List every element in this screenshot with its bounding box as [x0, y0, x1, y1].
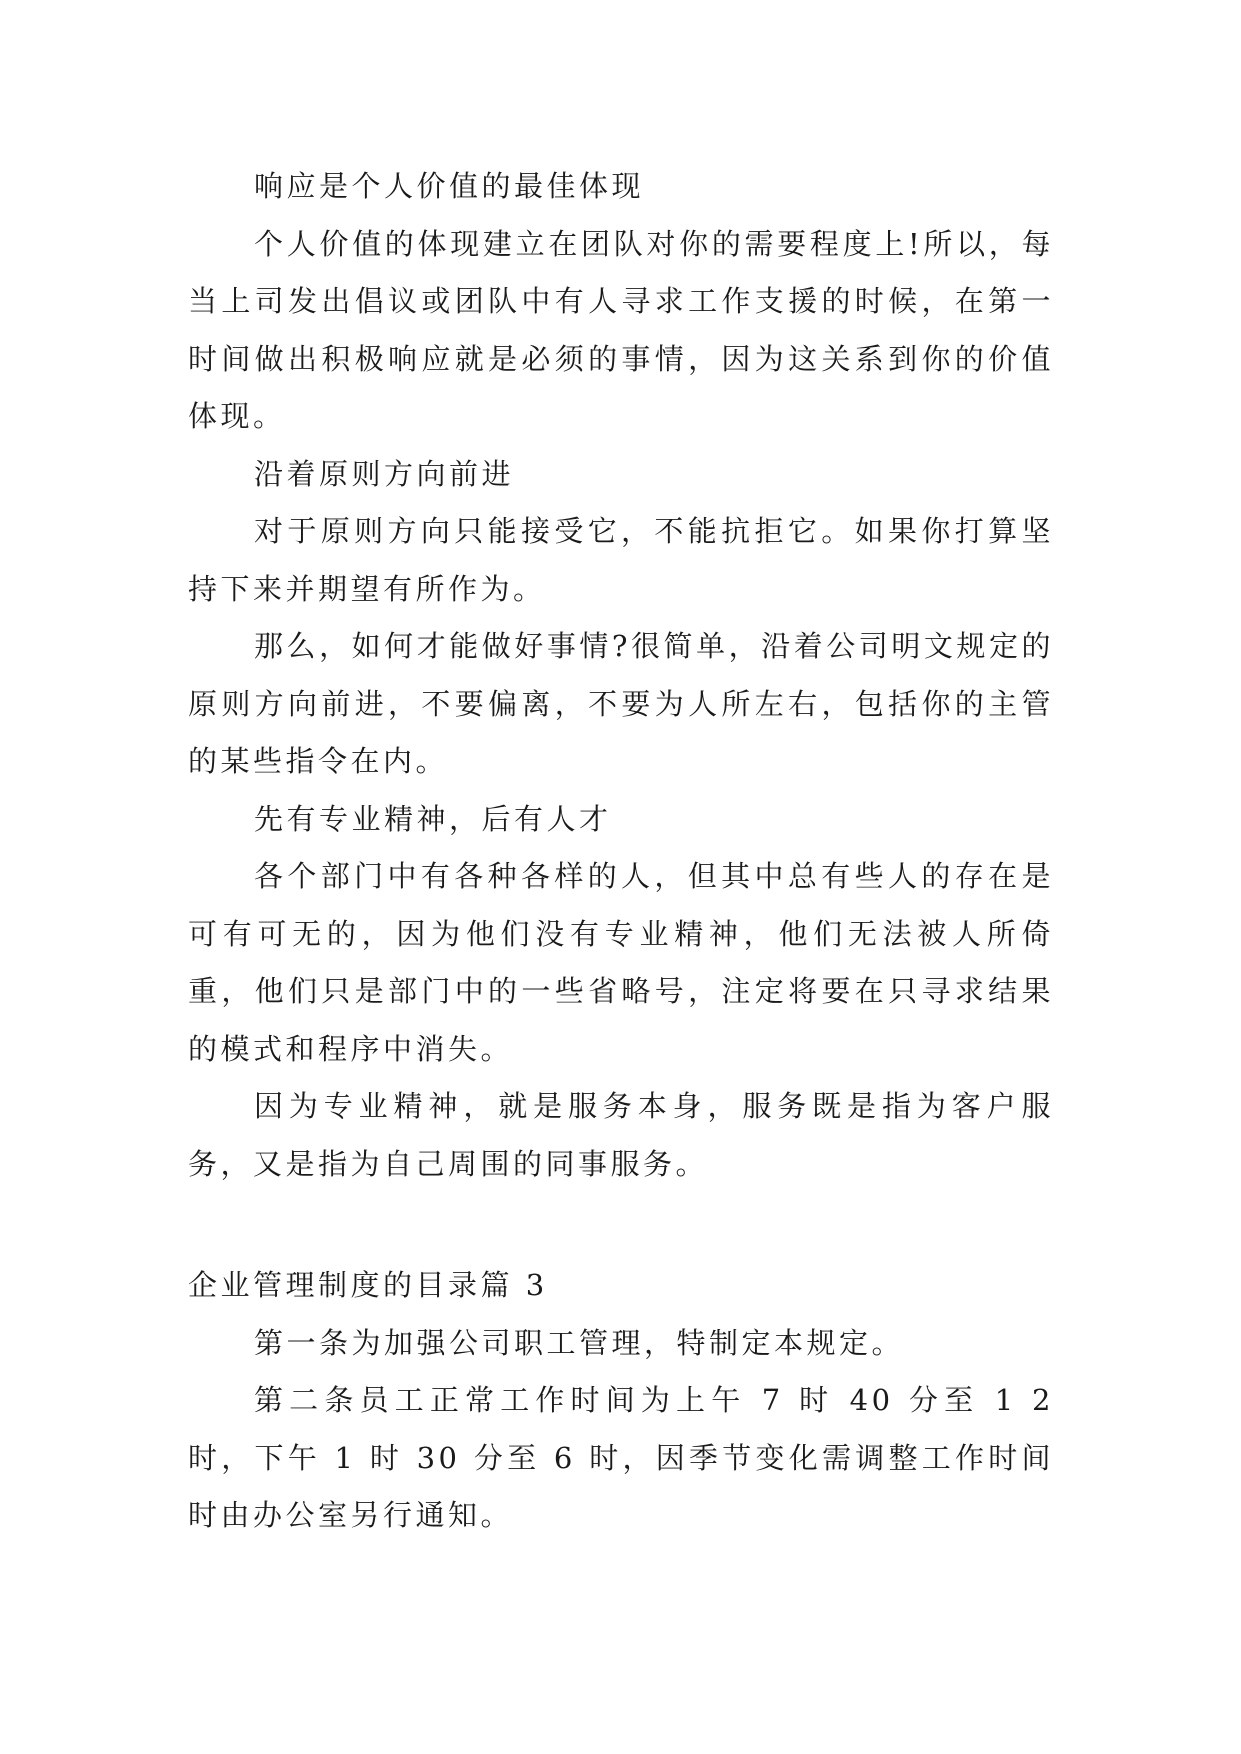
article-2: 第二条员工正常工作时间为上午 7 时 40 分至 1 2 时，下午 1 时 30 分至 6 时，因季节变化需调整工作时间时由办公室另行通知。 — [188, 1383, 1054, 1532]
paragraph-service: 因为专业精神，就是服务本身，服务既是指为客户服务，又是指为自己周围的同事服务。 — [188, 1089, 1054, 1181]
subheading-principles: 沿着原则方向前进 — [254, 456, 515, 491]
paragraph-department-people: 各个部门中有各种各样的人，但其中总有些人的存在是可有可无的，因为他们没有专业精神，他们无法被人所倚重，他们只是部门中的一些省略号，注定将要在只寻求结果的模式和程序中消失。 — [188, 859, 1054, 1066]
paragraph-how-to-do-well: 那么，如何才能做好事情?很简单，沿着公司明文规定的原则方向前进，不要偏离，不要为人所左右，包括你的主管的某些指令在内。 — [188, 629, 1054, 778]
section-heading: 企业管理制度的目录篇 3 — [188, 1268, 548, 1302]
subheading-response: 响应是个人价值的最佳体现 — [254, 169, 645, 203]
document-body-part-1 — [188, 158, 1054, 1193]
subheading-professionalism: 先有专业精神，后有人才 — [254, 801, 612, 836]
article-1: 第一条为加强公司职工管理，特制定本规定。 — [254, 1325, 905, 1360]
document-body-part-2 — [188, 1257, 1054, 1545]
paragraph-accept-principles: 对于原则方向只能接受它，不能抗拒它。如果你打算坚持下来并期望有所作为。 — [188, 514, 1054, 606]
paragraph-personal-value: 个人价值的体现建立在团队对你的需要程度上!所以，每当上司发出倡议或团队中有人寻求工作支援的时候，在第一时间做出积极响应就是必须的事情，因为这关系到你的价值体现。 — [188, 226, 1054, 433]
